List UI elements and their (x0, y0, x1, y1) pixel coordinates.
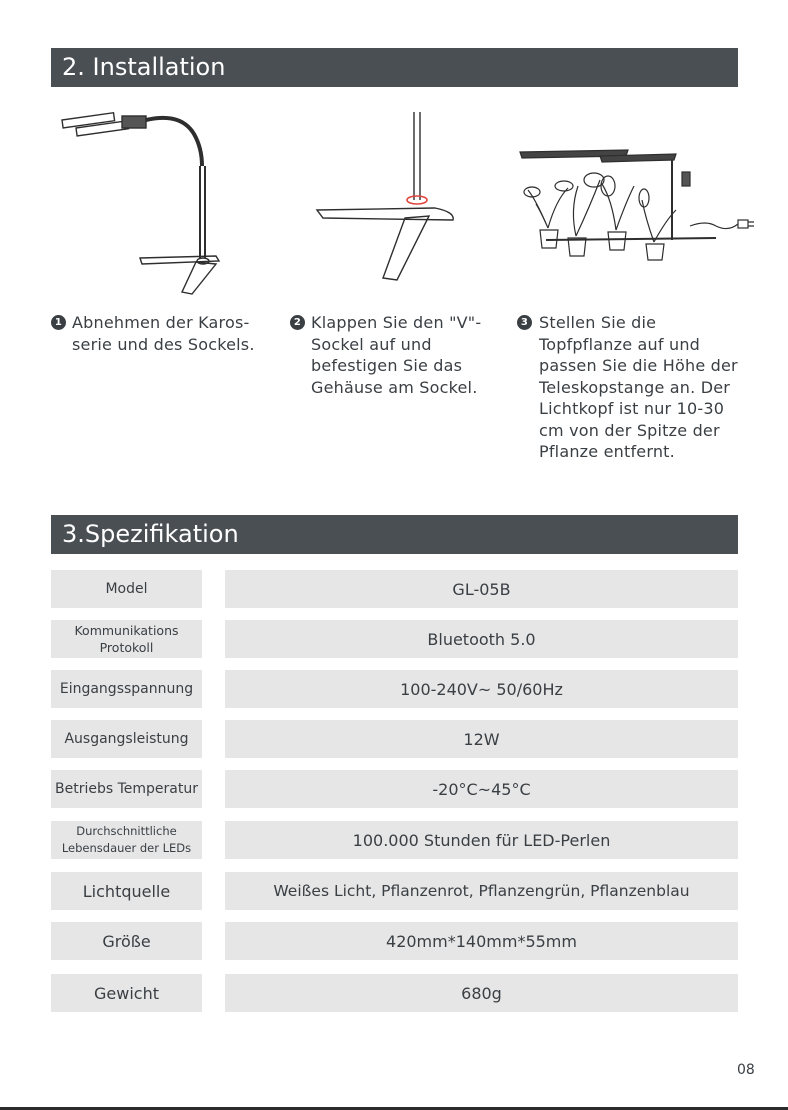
step-text: Stellen Sie die Topfpflanze auf und passen Sie die Höhe der Teleskopstange an. Der Lichtkopf ist nur 10-30 cm von der Spitze der Pflanze entfernt. (539, 313, 738, 461)
pole-base-illustration (305, 108, 465, 288)
step-1 (51, 312, 276, 355)
spec-label: Model (51, 570, 202, 608)
spec-label: Größe (51, 922, 202, 960)
lamp-disassembly-illustration (56, 108, 256, 298)
spec-value: Weißes Licht, Pflanzenrot, Pflanzengrün, Pflanzenblau (225, 872, 738, 910)
spec-row-light-source (51, 872, 738, 910)
spec-value: 680g (225, 974, 738, 1012)
spec-label: Betriebs Temperatur (51, 770, 202, 808)
step-text: Abnehmen der Karos- serie und des Sockels. (72, 313, 255, 354)
spec-value: GL-05B (225, 570, 738, 608)
page-number: 08 (737, 1062, 755, 1078)
spec-label: Lichtquelle (51, 872, 202, 910)
spec-row-input-voltage (51, 670, 738, 708)
step-3 (517, 312, 742, 463)
spec-label: Gewicht (51, 974, 202, 1012)
step-number-badge: 1 (51, 315, 66, 330)
plants-with-lamp-illustration (516, 140, 756, 272)
installation-header: 2. Installation (51, 48, 738, 87)
spec-value: 12W (225, 720, 738, 758)
spec-value: -20°C~45°C (225, 770, 738, 808)
spec-value: 100-240V~ 50/60Hz (225, 670, 738, 708)
specification-header: 3.Spezifikation (51, 515, 738, 554)
spec-row-model (51, 570, 738, 608)
spec-row-temperature (51, 770, 738, 808)
spec-label: Eingangsspannung (51, 670, 202, 708)
spec-row-size (51, 922, 738, 960)
spec-row-weight (51, 974, 738, 1012)
spec-value: Bluetooth 5.0 (225, 620, 738, 658)
spec-label: Ausgangsleistung (51, 720, 202, 758)
spec-label: Kommunikations Protokoll (51, 620, 202, 658)
step-number-badge: 2 (290, 315, 305, 330)
step-number-badge: 3 (517, 315, 532, 330)
spec-row-output-power (51, 720, 738, 758)
step-text: Klappen Sie den "V"-Sockel auf und befestigen Sie das Gehäuse am Sockel. (311, 313, 482, 397)
spec-row-protocol (51, 620, 738, 658)
spec-label: Durchschnittliche Lebensdauer der LEDs (51, 821, 202, 859)
spec-value: 100.000 Stunden für LED-Perlen (225, 821, 738, 859)
step-2 (290, 312, 495, 398)
spec-row-led-lifetime (51, 821, 738, 859)
spec-value: 420mm*140mm*55mm (225, 922, 738, 960)
